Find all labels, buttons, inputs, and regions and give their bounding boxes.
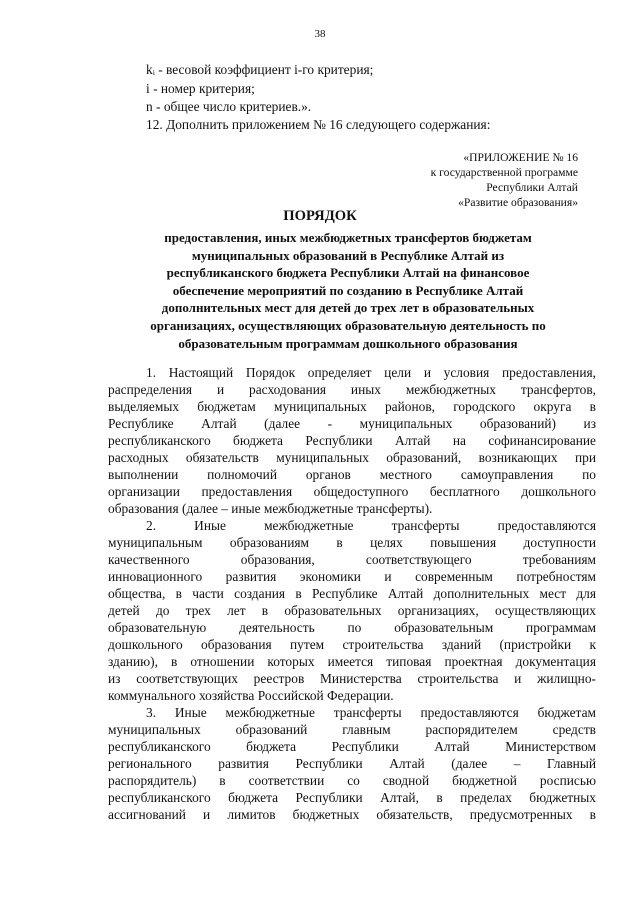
paragraph-line: распорядитель) в соответствии со сводной бюджетной росписью (108, 773, 596, 788)
paragraph-2 (108, 517, 596, 704)
paragraph-line: ассигнований и лимитов бюджетных обязательств, предусмотренных в (108, 807, 596, 822)
paragraph-3 (108, 704, 596, 823)
appendix-line: «ПРИЛОЖЕНИЕ № 16 (463, 151, 578, 164)
subtitle-line: организациях, осуществляющих образовательную деятельность по (150, 317, 546, 333)
intro-line: i - номер критерия; (146, 81, 255, 96)
paragraph-line: качественного образования, соответствующего требованиям (108, 552, 596, 567)
intro-line: 12. Дополнить приложением № 16 следующего содержания: (146, 117, 491, 132)
appendix-line: к государственной программе (430, 166, 578, 179)
paragraph-line: образования (далее – иные межбюджетные трансферты). (108, 501, 433, 516)
paragraph-line: образовательную деятельность по образовательным программам (108, 620, 596, 635)
paragraph-line: организации предоставления общедоступного бесплатного дошкольного (108, 484, 596, 499)
paragraph-line: 2. Иные межбюджетные трансферты предоставляются (146, 518, 596, 533)
paragraph-line: дошкольного образования путем строительства зданий (пристройки к (108, 637, 596, 652)
appendix-line: «Развитие образования» (458, 196, 578, 209)
subtitle-line: республиканского бюджета Республики Алтай на финансовое (166, 265, 530, 281)
paragraph-line: 1. Настоящий Порядок определяет цели и условия предоставления, (146, 365, 596, 380)
paragraph-line: муниципальных образований главным распорядителем средств (108, 722, 596, 737)
paragraph-line: республиканского бюджета Республики Алтай на софинансирование (108, 433, 596, 448)
paragraph-line: зданию), в отношении которых имеется типовая проектная документация (108, 654, 596, 669)
document-body (108, 364, 596, 823)
paragraph-line: коммунального хозяйства Российской Федерации. (108, 688, 394, 703)
paragraph-line: муниципальным образованиям в целях повышения доступности (108, 535, 596, 550)
paragraph-line: выполнении полномочий органов местного самоуправления по (108, 467, 596, 482)
paragraph-line: инновационного развития экономики и современным потребностям (108, 569, 596, 584)
subtitle-line: образовательным программам дошкольного образования (178, 335, 518, 351)
paragraph-line: из соответствующих реестров Министерства строительства и жилищно- (108, 671, 596, 686)
paragraph-line: республиканского бюджета Республики Алтай Министерством (108, 739, 596, 754)
paragraph-line: детей до трех лет в образовательных организациях, осуществляющих (108, 603, 596, 618)
intro-line: n - общее число критериев.». (146, 99, 312, 114)
subtitle-line: муниципальных образований в Республике Алтай из (191, 247, 505, 263)
paragraph-line: регионального развития Республики Алтай (далее – Главный (108, 756, 596, 771)
document-subtitle (100, 229, 596, 352)
document-title: ПОРЯДОК (283, 208, 357, 224)
paragraph-1 (108, 364, 596, 517)
paragraph-line: республиканского бюджета Республики Алтай, в пределах бюджетных (108, 790, 596, 805)
subtitle-line: обеспечение мероприятий по созданию в Республике Алтай (172, 282, 524, 298)
subtitle-line: предоставления, иных межбюджетных трансфертов бюджетам (164, 230, 532, 245)
paragraph-line: Республике Алтай (далее - муниципальных образований) из (108, 416, 596, 431)
paragraph-line: 3. Иные межбюджетные трансферты предоставляются бюджетам (146, 705, 596, 720)
paragraph-line: распределения и расходования иных межбюджетных трансфертов, (108, 382, 596, 397)
intro-line: kᵢ - весовой коэффициент i-го критерия; (146, 62, 374, 77)
paragraph-line: общества, в части создания в Республике Алтай дополнительных мест для (108, 586, 596, 601)
paragraph-line: расходных обязательств муниципальных образований, возникающих при (108, 450, 596, 465)
appendix-line: Республики Алтай (486, 181, 578, 194)
paragraph-line: выделяемых бюджетам муниципальных районов, городского округа в (108, 399, 596, 414)
page-number: 38 (314, 28, 326, 40)
appendix-header (431, 150, 578, 210)
subtitle-line: дополнительных мест для детей до трех лет в образовательных (161, 300, 535, 316)
